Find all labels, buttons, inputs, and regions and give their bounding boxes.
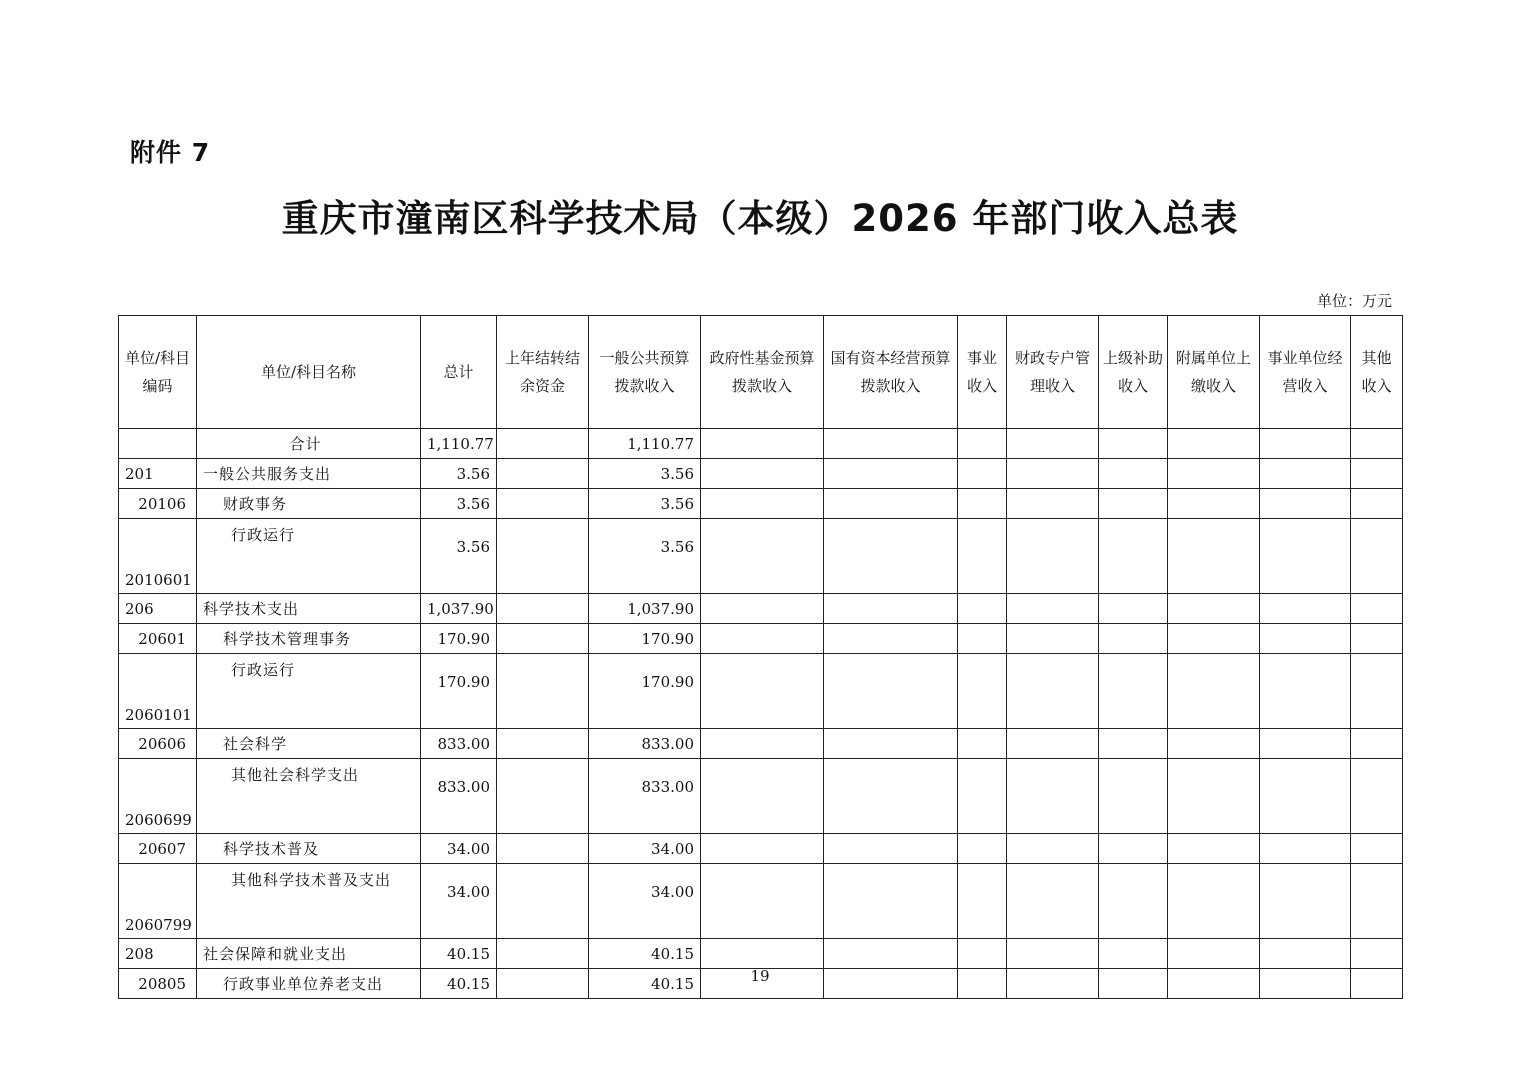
row-business-income (958, 459, 1007, 489)
row-business-income (958, 429, 1007, 459)
row-other-income (1351, 864, 1403, 939)
table-row (119, 489, 1403, 519)
row-superior-subsidy (1099, 594, 1168, 624)
row-state-capital (824, 519, 958, 594)
row-other-income (1351, 429, 1403, 459)
row-carryover (497, 594, 589, 624)
row-business-operating (1260, 654, 1351, 729)
header-superior-subsidy: 上级补助收入 (1099, 316, 1168, 429)
row-carryover (497, 729, 589, 759)
row-fiscal-special (1007, 939, 1099, 969)
row-business-income (958, 654, 1007, 729)
row-fiscal-special (1007, 429, 1099, 459)
row-name: 社会科学 (197, 729, 421, 759)
row-general-budget: 1,037.90 (589, 594, 701, 624)
row-superior-subsidy (1099, 939, 1168, 969)
row-total: 3.56 (421, 519, 497, 594)
row-code: 206 (119, 594, 197, 624)
row-code: 20607 (119, 834, 197, 864)
row-state-capital (824, 759, 958, 834)
table-row (119, 729, 1403, 759)
row-total: 3.56 (421, 459, 497, 489)
row-superior-subsidy (1099, 759, 1168, 834)
row-code: 20601 (119, 624, 197, 654)
header-total: 总计 (421, 316, 497, 429)
row-gov-fund (701, 834, 824, 864)
row-other-income (1351, 489, 1403, 519)
row-affiliated-remit (1168, 489, 1260, 519)
attachment-label: 附件 7 (130, 138, 211, 167)
row-carryover (497, 429, 589, 459)
row-name: 科学技术管理事务 (197, 624, 421, 654)
row-name: 行政事业单位养老支出 (197, 969, 421, 999)
row-name: 科学技术支出 (197, 594, 421, 624)
row-gov-fund (701, 624, 824, 654)
row-general-budget: 34.00 (589, 864, 701, 939)
row-state-capital (824, 489, 958, 519)
row-business-income (958, 834, 1007, 864)
row-total: 34.00 (421, 834, 497, 864)
row-general-budget: 40.15 (589, 969, 701, 999)
row-fiscal-special (1007, 594, 1099, 624)
page-number: 19 (750, 967, 770, 985)
table-row (119, 429, 1403, 459)
row-code: 2060101 (119, 654, 197, 729)
row-gov-fund (701, 489, 824, 519)
row-other-income (1351, 759, 1403, 834)
row-total: 833.00 (421, 759, 497, 834)
row-business-operating (1260, 429, 1351, 459)
table-row (119, 654, 1403, 729)
income-table (118, 315, 1403, 999)
row-code: 208 (119, 939, 197, 969)
table-row (119, 594, 1403, 624)
row-code: 2060799 (119, 864, 197, 939)
row-fiscal-special (1007, 489, 1099, 519)
row-total: 40.15 (421, 939, 497, 969)
header-affiliated-remit: 附属单位上缴收入 (1168, 316, 1260, 429)
row-business-operating (1260, 939, 1351, 969)
row-business-operating (1260, 624, 1351, 654)
row-business-income (958, 864, 1007, 939)
row-gov-fund (701, 654, 824, 729)
row-state-capital (824, 459, 958, 489)
header-carryover: 上年结转结余资金 (497, 316, 589, 429)
row-affiliated-remit (1168, 594, 1260, 624)
row-gov-fund (701, 459, 824, 489)
row-other-income (1351, 594, 1403, 624)
header-gov-fund: 政府性基金预算拨款收入 (701, 316, 824, 429)
row-affiliated-remit (1168, 429, 1260, 459)
row-code: 2060699 (119, 759, 197, 834)
row-code: 201 (119, 459, 197, 489)
row-fiscal-special (1007, 624, 1099, 654)
table-body (119, 429, 1403, 999)
row-state-capital (824, 594, 958, 624)
table-header-row (119, 316, 1403, 429)
row-general-budget: 170.90 (589, 624, 701, 654)
row-superior-subsidy (1099, 489, 1168, 519)
table-row (119, 459, 1403, 489)
row-carryover (497, 864, 589, 939)
row-affiliated-remit (1168, 864, 1260, 939)
row-name: 一般公共服务支出 (197, 459, 421, 489)
header-fiscal-special: 财政专户管理收入 (1007, 316, 1099, 429)
row-carryover (497, 759, 589, 834)
row-superior-subsidy (1099, 429, 1168, 459)
row-affiliated-remit (1168, 519, 1260, 594)
row-superior-subsidy (1099, 729, 1168, 759)
table-row (119, 624, 1403, 654)
row-carryover (497, 624, 589, 654)
row-name: 其他社会科学支出 (197, 759, 421, 834)
row-general-budget: 1,110.77 (589, 429, 701, 459)
row-carryover (497, 489, 589, 519)
row-affiliated-remit (1168, 654, 1260, 729)
row-gov-fund (701, 759, 824, 834)
row-total: 34.00 (421, 864, 497, 939)
row-affiliated-remit (1168, 939, 1260, 969)
row-carryover (497, 939, 589, 969)
row-business-operating (1260, 834, 1351, 864)
row-business-income (958, 594, 1007, 624)
row-business-income (958, 519, 1007, 594)
row-other-income (1351, 939, 1403, 969)
row-other-income (1351, 519, 1403, 594)
row-business-operating (1260, 459, 1351, 489)
row-affiliated-remit (1168, 759, 1260, 834)
row-superior-subsidy (1099, 834, 1168, 864)
row-carryover (497, 834, 589, 864)
header-other-income: 其他收入 (1351, 316, 1403, 429)
row-total: 3.56 (421, 489, 497, 519)
row-business-operating (1260, 729, 1351, 759)
row-superior-subsidy (1099, 654, 1168, 729)
row-affiliated-remit (1168, 834, 1260, 864)
row-affiliated-remit (1168, 624, 1260, 654)
row-name: 财政事务 (197, 489, 421, 519)
row-general-budget: 40.15 (589, 939, 701, 969)
row-state-capital (824, 654, 958, 729)
header-business-operating: 事业单位经营收入 (1260, 316, 1351, 429)
row-other-income (1351, 729, 1403, 759)
row-fiscal-special (1007, 759, 1099, 834)
row-affiliated-remit (1168, 459, 1260, 489)
header-general-budget: 一般公共预算拨款收入 (589, 316, 701, 429)
row-superior-subsidy (1099, 459, 1168, 489)
row-name: 科学技术普及 (197, 834, 421, 864)
row-gov-fund (701, 519, 824, 594)
row-business-operating (1260, 519, 1351, 594)
header-business-income: 事业收入 (958, 316, 1007, 429)
row-name: 合计 (197, 429, 421, 459)
page-title: 重庆市潼南区科学技术局（本级）2026 年部门收入总表 (281, 197, 1239, 240)
header-code: 单位/科目编码 (119, 316, 197, 429)
row-superior-subsidy (1099, 519, 1168, 594)
row-other-income (1351, 654, 1403, 729)
table-row (119, 834, 1403, 864)
row-state-capital (824, 729, 958, 759)
row-state-capital (824, 864, 958, 939)
row-business-operating (1260, 489, 1351, 519)
row-state-capital (824, 429, 958, 459)
unit-label: 单位：万元 (1316, 292, 1392, 310)
row-gov-fund (701, 594, 824, 624)
header-name: 单位/科目名称 (197, 316, 421, 429)
row-affiliated-remit (1168, 729, 1260, 759)
row-other-income (1351, 834, 1403, 864)
row-name: 行政运行 (197, 654, 421, 729)
row-business-income (958, 729, 1007, 759)
row-fiscal-special (1007, 459, 1099, 489)
row-code: 2010601 (119, 519, 197, 594)
row-business-operating (1260, 759, 1351, 834)
row-carryover (497, 459, 589, 489)
row-gov-fund (701, 729, 824, 759)
row-fiscal-special (1007, 729, 1099, 759)
table-row (119, 759, 1403, 834)
row-carryover (497, 654, 589, 729)
row-total: 1,110.77 (421, 429, 497, 459)
row-total: 1,037.90 (421, 594, 497, 624)
row-business-income (958, 624, 1007, 654)
row-general-budget: 170.90 (589, 654, 701, 729)
row-gov-fund (701, 939, 824, 969)
row-fiscal-special (1007, 864, 1099, 939)
row-general-budget: 3.56 (589, 519, 701, 594)
row-fiscal-special (1007, 654, 1099, 729)
row-business-income (958, 939, 1007, 969)
row-business-operating (1260, 594, 1351, 624)
row-code (119, 429, 197, 459)
row-other-income (1351, 459, 1403, 489)
row-business-income (958, 489, 1007, 519)
row-superior-subsidy (1099, 864, 1168, 939)
row-code: 20606 (119, 729, 197, 759)
row-fiscal-special (1007, 519, 1099, 594)
row-general-budget: 3.56 (589, 489, 701, 519)
table-row (119, 939, 1403, 969)
row-fiscal-special (1007, 834, 1099, 864)
row-carryover (497, 519, 589, 594)
row-general-budget: 34.00 (589, 834, 701, 864)
row-business-operating (1260, 864, 1351, 939)
row-name: 其他科学技术普及支出 (197, 864, 421, 939)
table-row (119, 519, 1403, 594)
row-code: 20106 (119, 489, 197, 519)
row-state-capital (824, 834, 958, 864)
row-general-budget: 833.00 (589, 759, 701, 834)
table-row (119, 864, 1403, 939)
row-other-income (1351, 624, 1403, 654)
row-state-capital (824, 624, 958, 654)
row-name: 行政运行 (197, 519, 421, 594)
row-general-budget: 3.56 (589, 459, 701, 489)
row-total: 170.90 (421, 624, 497, 654)
row-total: 40.15 (421, 969, 497, 999)
row-total: 170.90 (421, 654, 497, 729)
row-total: 833.00 (421, 729, 497, 759)
row-code: 20805 (119, 969, 197, 999)
row-superior-subsidy (1099, 624, 1168, 654)
row-state-capital (824, 939, 958, 969)
row-gov-fund (701, 429, 824, 459)
row-name: 社会保障和就业支出 (197, 939, 421, 969)
row-gov-fund (701, 864, 824, 939)
header-state-capital: 国有资本经营预算拨款收入 (824, 316, 958, 429)
row-business-income (958, 759, 1007, 834)
row-general-budget: 833.00 (589, 729, 701, 759)
